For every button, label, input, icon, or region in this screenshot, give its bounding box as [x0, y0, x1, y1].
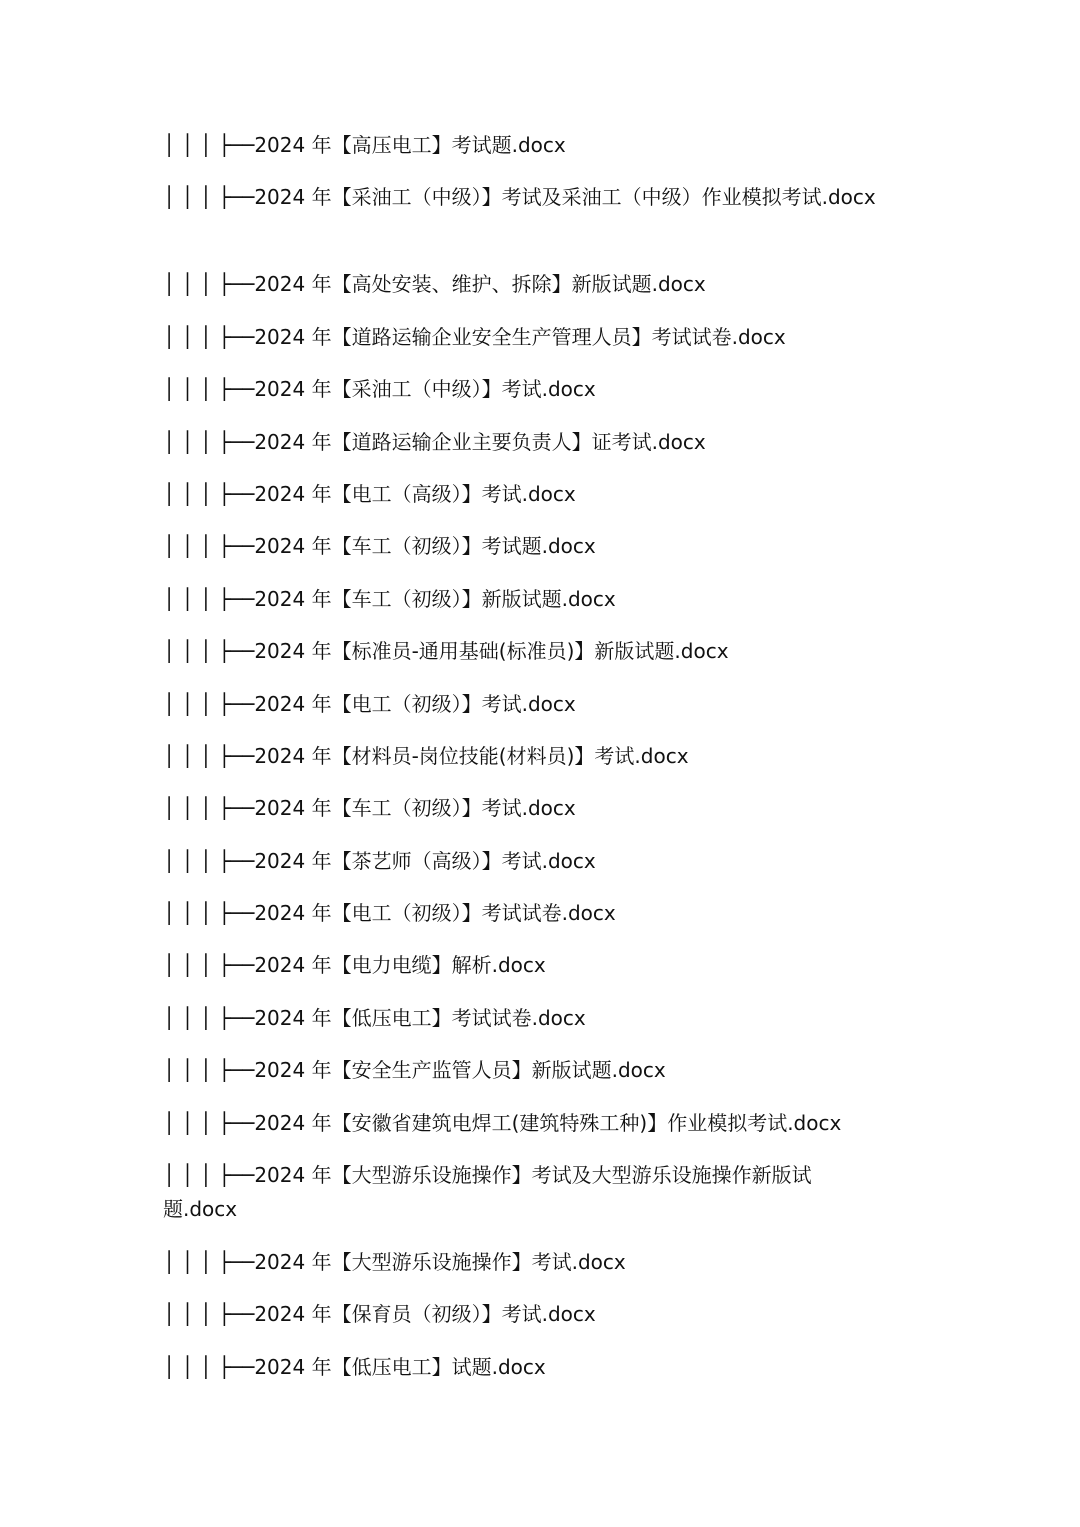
tree-branch-prefix: │ │ │ ├──: [163, 1110, 255, 1135]
file-tree-item: [163, 529, 923, 581]
file-name: 2024 年【道路运输企业主要负责人】证考试.docx: [254, 429, 706, 454]
file-name: 2024 年【低压电工】试题.docx: [254, 1354, 546, 1379]
tree-branch-prefix: │ │ │ ├──: [163, 953, 255, 978]
tree-branch-prefix: │ │ │ ├──: [163, 377, 255, 402]
file-tree-item: [163, 1106, 923, 1158]
file-tree-item: [163, 1297, 923, 1349]
file-tree-item: [163, 128, 923, 180]
file-tree-item: [163, 267, 923, 319]
file-name: 2024 年【大型游乐设施操作】考试.docx: [254, 1250, 626, 1275]
tree-branch-prefix: │ │ │ ├──: [163, 133, 255, 157]
file-tree-item: [163, 582, 923, 634]
tree-branch-prefix: │ │ │ ├──: [163, 743, 255, 768]
file-name: 2024 年【车工（初级）】考试题.docx: [254, 534, 596, 559]
file-name: 2024 年【采油工（中级）】考试.docx: [254, 377, 596, 402]
tree-branch-prefix: │ │ │ ├──: [163, 272, 255, 297]
file-name: 2024 年【车工（初级）】考试.docx: [254, 796, 576, 821]
tree-branch-prefix: │ │ │ ├──: [163, 691, 255, 716]
file-name: 2024 年【标准员-通用基础(标准员)】新版试题.docx: [254, 639, 729, 664]
tree-branch-prefix: │ │ │ ├──: [163, 796, 255, 821]
file-tree-item: [163, 896, 923, 948]
tree-branch-prefix: │ │ │ ├──: [163, 481, 255, 506]
file-tree-item: [163, 791, 923, 843]
file-name: 2024 年【低压电工】考试试卷.docx: [254, 1005, 586, 1030]
tree-branch-prefix: │ │ │ ├──: [163, 324, 255, 349]
tree-branch-prefix: │ │ │ ├──: [163, 1302, 255, 1327]
file-tree-item: [163, 320, 923, 372]
file-tree-item: [163, 1245, 923, 1297]
file-name: 2024 年【车工（初级）】新版试题.docx: [254, 586, 616, 611]
tree-branch-prefix: │ │ │ ├──: [163, 1250, 255, 1275]
file-name: 2024 年【保育员（初级）】考试.docx: [254, 1302, 596, 1327]
file-name: 2024 年【电工（初级）】考试.docx: [254, 691, 576, 716]
file-name: 2024 年【茶艺师（高级）】考试.docx: [254, 848, 596, 873]
tree-branch-prefix: │ │ │ ├──: [163, 1058, 255, 1083]
tree-branch-prefix: │ │ │ ├──: [163, 429, 255, 454]
file-name: 2024 年【电力电缆】解析.docx: [254, 953, 546, 978]
tree-branch-prefix: │ │ │ ├──: [163, 586, 255, 611]
file-name: 2024 年【材料员-岗位技能(材料员)】考试.docx: [254, 743, 689, 768]
file-tree-item: [163, 477, 923, 529]
tree-branch-prefix: │ │ │ ├──: [163, 185, 255, 210]
file-tree-item: [163, 372, 923, 424]
file-name: 2024 年【采油工（中级）】考试及采油工（中级）作业模拟考试.docx: [254, 185, 876, 210]
tree-branch-prefix: │ │ │ ├──: [163, 639, 255, 664]
file-tree-item: [163, 425, 923, 477]
file-tree-item: [163, 687, 923, 739]
tree-branch-prefix: │ │ │ ├──: [163, 901, 255, 926]
tree-branch-prefix: │ │ │ ├──: [163, 534, 255, 559]
file-name: 2024 年【高压电工】考试题.docx: [254, 133, 566, 157]
file-tree-item: [163, 180, 879, 267]
file-name: 2024 年【安徽省建筑电焊工(建筑特殊工种)】作业模拟考试.docx: [254, 1110, 842, 1135]
tree-branch-prefix: │ │ │ ├──: [163, 1005, 255, 1030]
file-tree-list: [163, 128, 923, 1402]
file-name: 2024 年【电工（初级）】考试试卷.docx: [254, 901, 616, 926]
file-tree-item: [163, 1001, 923, 1053]
file-name: 2024 年【道路运输企业安全生产管理人员】考试试卷.docx: [254, 324, 786, 349]
tree-branch-prefix: │ │ │ ├──: [163, 1354, 255, 1379]
file-tree-item: [163, 739, 923, 791]
file-tree-item: [163, 1350, 923, 1402]
file-tree-item: [163, 1053, 923, 1105]
file-name: 2024 年【高处安装、维护、拆除】新版试题.docx: [254, 272, 706, 297]
file-tree-item: [163, 844, 923, 896]
file-tree-item: [163, 1158, 879, 1245]
file-tree-item: [163, 948, 923, 1000]
file-name: 2024 年【电工（高级）】考试.docx: [254, 481, 576, 506]
file-name: 2024 年【安全生产监管人员】新版试题.docx: [254, 1058, 666, 1083]
file-tree-item: [163, 634, 923, 686]
tree-branch-prefix: │ │ │ ├──: [163, 1163, 255, 1188]
file-name: 2024 年【大型游乐设施操作】考试及大型游乐设施操作新版试题.docx: [163, 1163, 812, 1222]
tree-branch-prefix: │ │ │ ├──: [163, 848, 255, 873]
